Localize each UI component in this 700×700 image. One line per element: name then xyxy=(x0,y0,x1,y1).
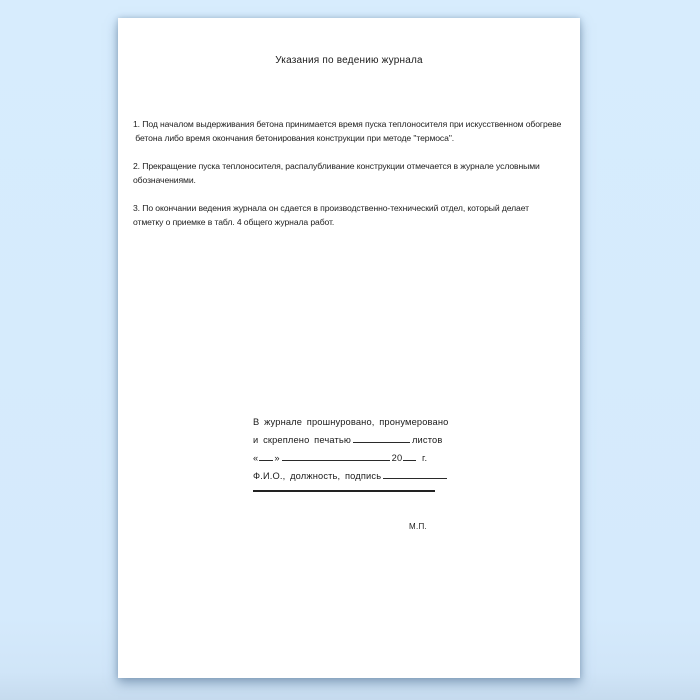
certification-line-1 xyxy=(253,413,458,431)
certification-line-4 xyxy=(253,467,458,485)
paragraph-2-line-2: обозначениями. xyxy=(133,174,196,185)
paragraph-1 xyxy=(133,118,562,145)
blank-day xyxy=(259,453,273,461)
blank-year xyxy=(403,453,416,461)
paragraph-1-line-2: бетона либо время окончания бетонирования конструкции при методе "термоса". xyxy=(133,132,455,143)
certification-block xyxy=(253,413,458,492)
paragraph-1-line-1: 1. Под началом выдерживания бетона принимается время пуска теплоносителя при искусственном обогреве xyxy=(133,119,562,129)
certification-line-3 xyxy=(253,449,458,467)
certification-line-1-text: В журнале прошнуровано, пронумеровано xyxy=(253,417,449,427)
year-suffix: г. xyxy=(422,453,428,463)
paragraph-2-line-1: 2. Прекращение пуска теплоносителя, распалубливание конструкции отмечается в журнале условными xyxy=(133,161,540,171)
certification-line-2-text: и скреплено печатью xyxy=(253,435,351,445)
blank-signature xyxy=(383,471,447,479)
document-sheet xyxy=(118,18,580,678)
certification-line-4-text: Ф.И.О., должность, подпись xyxy=(253,471,382,481)
paragraph-2 xyxy=(133,160,552,187)
paragraph-3-line-2: отметку о приемке в табл. 4 общего журнала работ. xyxy=(133,216,335,227)
signature-line xyxy=(253,490,435,492)
year-prefix: 20 xyxy=(391,453,403,463)
blank-sheets-count xyxy=(353,435,410,443)
paragraph-3-line-1: 3. По окончании ведения журнала он сдается в производственно-технический отдел, который делает xyxy=(133,203,529,213)
blank-month xyxy=(282,453,390,461)
document-title: Указания по ведению журнала xyxy=(275,55,423,66)
open-quote: « xyxy=(253,453,259,463)
stamp-place-mark: М.П. xyxy=(409,522,428,531)
certification-line-2 xyxy=(253,431,458,449)
document-body xyxy=(133,118,562,229)
paragraph-3 xyxy=(133,202,552,229)
close-quote: » xyxy=(274,453,280,463)
certification-line-2-suffix: листов xyxy=(411,435,443,445)
